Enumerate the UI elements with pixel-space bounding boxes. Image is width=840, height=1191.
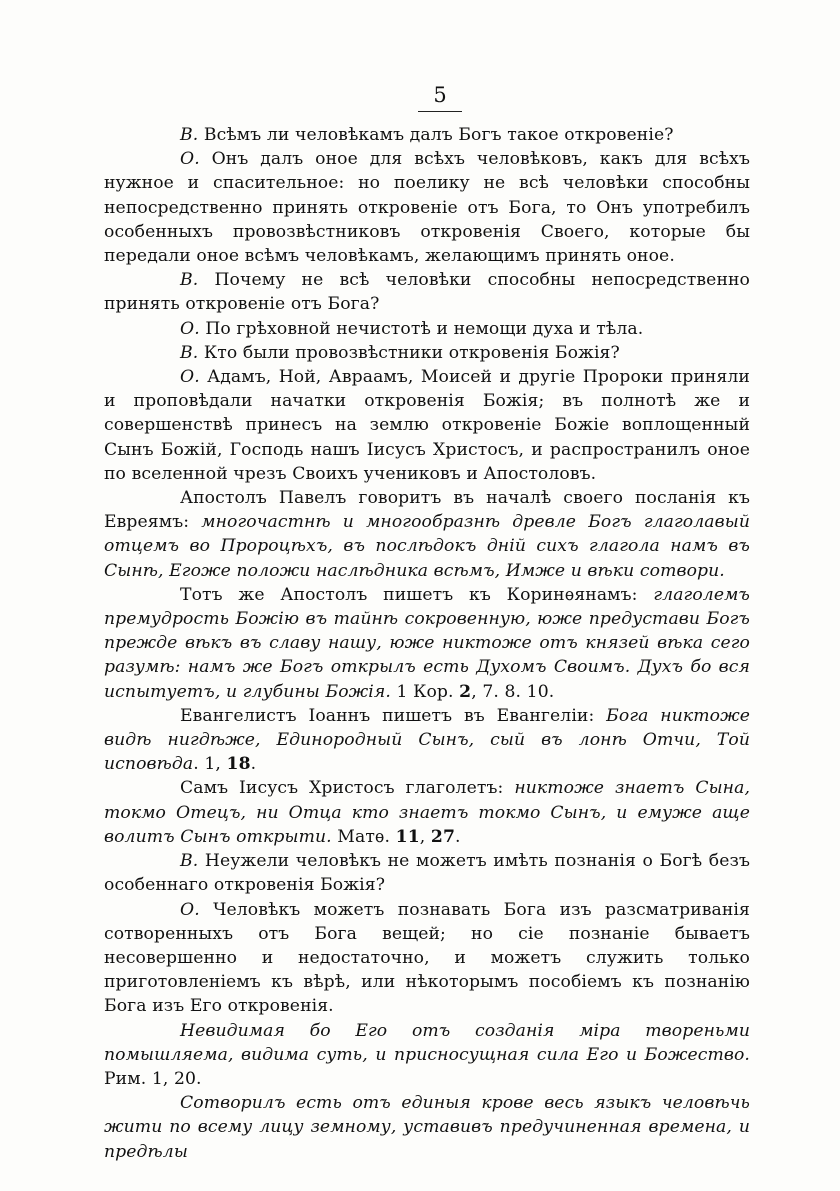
paragraph-p6	[104, 1091, 750, 1164]
paragraph-q1	[104, 123, 750, 147]
paragraph-q3	[104, 341, 750, 365]
text-span: 11	[395, 826, 420, 847]
text-span: глаголемъ премудрость Божію въ тайнѣ сокровенную, юже предустави Богъ прежде вѣкъ въ славу нашу, юже никтоже отъ князей вѣка сего разумѣ: намъ же Богъ открылъ есть Духомъ Своимъ. Духъ бо вся испытуетъ, и глубины Божія.	[104, 584, 750, 702]
text-span: Самъ Іисусъ Христосъ глаголетъ:	[180, 778, 515, 799]
text-span: . 1,	[193, 754, 227, 775]
paragraph-q4	[104, 849, 750, 897]
text-span: В.	[180, 270, 215, 291]
text-span: Невидимая бо Его отъ созданія міра твореньми помышляема, видима суть, и присносущная сила Его и Божество.	[104, 1020, 750, 1065]
text-span: Матѳ.	[331, 826, 396, 847]
text-span: О.	[180, 318, 206, 339]
text-span: В.	[180, 851, 205, 872]
paragraph-p4	[104, 776, 750, 849]
paragraph-p2	[104, 583, 750, 704]
text-span: 27	[430, 826, 456, 847]
paragraph-a2	[104, 317, 750, 341]
text-span: никтоже знаетъ Сына, токмо Отецъ, ни Отца кто знаетъ токмо Сынъ, и емуже аще волитъ Сынъ открыти.	[104, 778, 751, 847]
page-number-rule	[418, 111, 462, 112]
text-span: 2	[459, 681, 472, 702]
text-span: .	[250, 754, 257, 775]
paragraph-p5	[104, 1019, 750, 1092]
text-span: По грѣховной нечистотѣ и немощи духа и тѣла.	[205, 318, 644, 339]
text-span: Евангелистъ Іоаннъ пишетъ въ Евангеліи:	[180, 705, 607, 726]
text-span: 1 Кор.	[390, 681, 460, 702]
text-span: Рим. 1, 20.	[104, 1068, 202, 1089]
body-text	[104, 123, 750, 1164]
text-span: Бога никтоже видѣ нигдѣже, Единородный Сынъ, сый въ лонѣ Отчи, Той исповѣда	[104, 705, 750, 775]
text-span: Человѣкъ можетъ познавать Бога изъ разсматриванія сотворенныхъ отъ Бога вещей; но сіе познаніе бываетъ несовершенно и недостаточно, и можетъ служить только приготовленіемъ къ вѣрѣ, или нѣкоторымъ пособіемъ къ познанію Бога изъ Его откровенія.	[104, 899, 750, 1017]
paragraph-a1	[104, 147, 750, 268]
text-span: Адамъ, Ной, Авраамъ, Моисей и другіе Пророки приняли и проповѣдали начатки откровенія Божія; въ полнотѣ же и совершенствѣ принесъ на землю откровеніе Божіе воплощенный Сынъ Божій, Господь нашъ Іисусъ Христосъ, и распространилъ оное по вселенной чрезъ Своихъ учениковъ и Апостоловъ.	[104, 367, 750, 484]
text-span: многочастнѣ и многообразнѣ древле Богъ глаголавый отцемъ во Пророцѣхъ, въ послѣдокъ дній сихъ глагола намъ въ Сынѣ, Егоже положи наслѣдника всѣмъ, Имже и вѣки сотвори.	[104, 512, 751, 581]
text-span: В.	[180, 125, 204, 145]
text-span: О.	[180, 899, 214, 920]
text-span: О.	[180, 149, 212, 170]
text-span: , 7. 8. 10.	[471, 681, 555, 702]
text-span: Онъ далъ оное для всѣхъ человѣковъ, какъ для всѣхъ нужное и спасительное: но поелику не всѣ человѣки способны непосредственно принять откровеніе отъ Бога, то Онъ употребилъ особенныхъ провозвѣстниковъ откровенія Своего, которые бы передали оное всѣмъ человѣкамъ, желающимъ принять оное.	[104, 149, 750, 267]
paragraph-q2	[104, 268, 750, 316]
page-number: 5	[433, 83, 447, 107]
text-span: ,	[419, 826, 431, 847]
paragraph-a4	[104, 898, 750, 1019]
paragraph-a3	[104, 365, 750, 486]
text-span: Почему не всѣ человѣки способны непосредственно принять откровеніе отъ Бога?	[104, 270, 750, 315]
paragraph-p3	[104, 704, 750, 777]
text-span: Всѣмъ ли человѣкамъ далъ Богъ такое откровеніе?	[203, 125, 674, 145]
paragraph-p1	[104, 486, 750, 583]
text-span: В.	[180, 342, 204, 363]
text-span: Апостолъ Павелъ говоритъ въ началѣ своего посланія къ Евреямъ:	[104, 488, 750, 533]
text-span: О.	[180, 367, 208, 388]
text-span: Тотъ же Апостолъ пишетъ къ Коринѳянамъ:	[180, 584, 654, 605]
text-span: Кто были провозвѣстники откровенія Божія?	[203, 342, 620, 363]
text-span: .	[455, 826, 461, 847]
text-span: 18	[226, 754, 251, 775]
text-span: Неужели человѣкъ не можетъ имѣть познанія о Богѣ безъ особеннаго откровенія Божія?	[104, 851, 750, 896]
text-span: Сотворилъ есть отъ единыя крове весь языкъ человѣчь жити по всему лицу земному, уставивъ предучиненная времена, и предѣлы	[104, 1093, 750, 1162]
